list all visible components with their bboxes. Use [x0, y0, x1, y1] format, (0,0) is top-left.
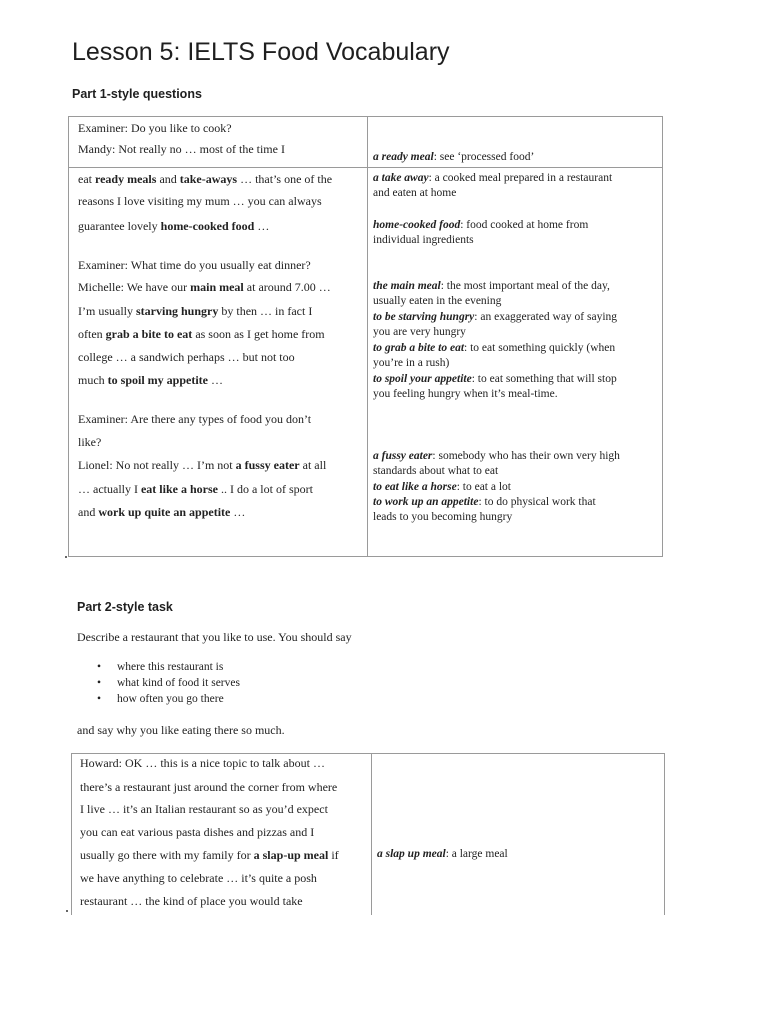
gloss-definition: : to eat something that will stop — [471, 373, 617, 385]
vocab-highlight: grab a bite to eat — [105, 327, 193, 341]
gloss-term-wrap — [373, 311, 474, 323]
gloss-term: the main meal — [373, 280, 441, 292]
line-text: reasons I love visiting my mum … you can always — [78, 194, 322, 208]
gloss-definition: usually eaten in the evening — [373, 295, 502, 307]
part1-gloss-line — [373, 311, 617, 324]
part1-dialogue-line — [78, 304, 312, 318]
part2-table-right-border — [664, 753, 665, 915]
part1-gloss-line — [373, 357, 449, 370]
part1-dialogue-line — [78, 258, 311, 272]
line-text: Examiner: Are there any types of food you don’t — [78, 412, 312, 426]
line-text: guarantee lovely — [78, 219, 161, 233]
vocab-highlight: to spoil my appetite — [107, 373, 209, 387]
line-text: often — [78, 327, 106, 341]
gloss-term: to work up an appetite — [373, 496, 479, 508]
gloss-term-wrap — [373, 172, 429, 184]
line-text: at all — [299, 458, 327, 472]
part2-dialogue-line — [80, 802, 328, 816]
part1-dialogue-line — [78, 373, 223, 387]
gloss-definition: : to do physical work that — [478, 496, 596, 508]
part1-dialogue-line — [78, 458, 326, 472]
line-text: Michelle: We have our — [78, 280, 191, 294]
line-text: eat — [78, 172, 95, 186]
gloss-definition: you’re in a rush) — [373, 357, 450, 369]
part1-dialogue-line — [78, 194, 322, 208]
line-text: … — [254, 219, 270, 233]
vocab-highlight: main meal — [190, 280, 244, 294]
gloss-term-wrap — [373, 219, 460, 231]
bullet-text: how often you go there — [117, 693, 224, 705]
part1-row1-gloss — [373, 151, 534, 164]
gloss-term-wrap — [373, 342, 464, 354]
bullet-dot: • — [97, 677, 102, 689]
margin-mark — [65, 556, 67, 558]
line-text: as soon as I get home from — [192, 327, 325, 341]
part2-table-left-border — [71, 753, 72, 915]
gloss-definition: leads to you becoming hungry — [373, 511, 513, 523]
part2-instructions: Describe a restaurant that you like to use. You should say — [77, 630, 352, 644]
part2-dialogue-line — [80, 871, 317, 885]
gloss-term-wrap — [373, 373, 472, 385]
line-text: and — [78, 505, 99, 519]
line-text: usually go there with my family for — [80, 848, 254, 862]
gloss-definition: : a cooked meal prepared in a restaurant — [428, 172, 613, 184]
part1-row-divider — [68, 167, 663, 168]
vocab-highlight: work up quite an appetite — [98, 505, 231, 519]
line-text: … — [208, 373, 224, 387]
gloss-definition: : to eat a lot — [456, 481, 511, 493]
part1-dialogue-line — [78, 435, 101, 449]
part1-gloss-line — [373, 326, 466, 339]
gloss-definition: : a large meal — [445, 848, 508, 860]
vocab-highlight: take-aways — [179, 172, 238, 186]
line-text: there’s a restaurant just around the corner from where — [80, 780, 338, 794]
part1-row1-line: Mandy: Not really no … most of the time I — [78, 142, 285, 156]
bullet-dot: • — [97, 661, 102, 673]
gloss-definition: : somebody who has their own very high — [432, 450, 620, 462]
part2-gloss — [377, 848, 508, 861]
gloss-term-wrap — [373, 481, 457, 493]
line-text: you can eat various pasta dishes and pizzas and I — [80, 825, 315, 839]
part2-dialogue-line — [80, 894, 303, 908]
part2-heading: Part 2-style task — [77, 600, 173, 614]
line-text: and — [156, 172, 180, 186]
gloss-term: to be starving hungry — [373, 311, 475, 323]
part2-table-top-border — [71, 753, 665, 754]
line-text: much — [78, 373, 108, 387]
part1-dialogue-line — [78, 219, 269, 233]
line-text: .. I do a lot of sport — [217, 482, 313, 496]
line-text: we have anything to celebrate … it’s quite a posh — [80, 871, 317, 885]
gloss-term: a fussy eater — [373, 450, 433, 462]
gloss-definition: you are very hungry — [373, 326, 466, 338]
part1-gloss-line — [373, 373, 617, 386]
gloss-definition: standards about what to eat — [373, 465, 499, 477]
part1-gloss-line — [373, 187, 456, 200]
gloss-definition: : an exaggerated way of saying — [474, 311, 618, 323]
gloss-definition: : the most important meal of the day, — [440, 280, 610, 292]
part1-heading: Part 1-style questions — [72, 87, 202, 101]
line-text: by then … in fact I — [218, 304, 313, 318]
vocab-highlight: starving hungry — [136, 304, 219, 318]
line-text: like? — [78, 435, 102, 449]
gloss-definition: : food cooked at home from — [460, 219, 589, 231]
part1-gloss-line — [373, 295, 501, 308]
gloss-definition: individual ingredients — [373, 234, 474, 246]
line-text: … that’s one of the — [237, 172, 333, 186]
part2-dialogue-line — [80, 756, 325, 770]
line-text: … — [230, 505, 246, 519]
part1-gloss-line — [373, 496, 596, 509]
part1-dialogue-line — [78, 327, 325, 341]
part1-gloss-line — [373, 450, 620, 463]
vocab-highlight: ready meals — [95, 172, 157, 186]
line-text: college … a sandwich perhaps … but not too — [78, 350, 295, 364]
part2-closing-instruction: and say why you like eating there so much. — [77, 723, 285, 737]
gloss-term: to eat like a horse — [373, 481, 457, 493]
part1-gloss-line — [373, 219, 588, 232]
part1-gloss-line — [373, 388, 558, 401]
gloss-term: a take away — [373, 172, 429, 184]
part1-gloss-line — [373, 465, 498, 478]
part1-gloss-line — [373, 342, 615, 355]
gloss-term: to grab a bite to eat — [373, 342, 465, 354]
bullet-text: what kind of food it serves — [117, 677, 240, 689]
part1-dialogue-line — [78, 280, 331, 294]
part1-row1-line: Examiner: Do you like to cook? — [78, 121, 232, 135]
part2-dialogue-line — [80, 848, 339, 862]
bullet-text: where this restaurant is — [117, 661, 224, 673]
part1-column-divider — [367, 116, 368, 557]
gloss-definition: : see ‘processed food’ — [433, 151, 535, 163]
line-text: … actually I — [78, 482, 141, 496]
part2-dialogue-line — [80, 780, 337, 794]
bullet-dot: • — [97, 693, 102, 705]
vocab-highlight: eat like a horse — [140, 482, 218, 496]
page-title: Lesson 5: IELTS Food Vocabulary — [72, 38, 450, 66]
line-text: at around 7.00 … — [243, 280, 331, 294]
gloss-definition: you feeling hungry when it’s meal-time. — [373, 388, 558, 400]
part2-column-divider — [371, 753, 372, 915]
part1-gloss-line — [373, 481, 511, 494]
part2-dialogue-line — [80, 825, 314, 839]
part1-dialogue-line — [78, 350, 295, 364]
line-text: restaurant … the kind of place you would take — [80, 894, 303, 908]
vocab-highlight: a fussy eater — [235, 458, 300, 472]
line-text: if — [328, 848, 339, 862]
gloss-term: home-cooked food — [373, 219, 461, 231]
gloss-term-wrap — [373, 280, 441, 292]
part1-gloss-line — [373, 280, 610, 293]
line-text: Examiner: What time do you usually eat dinner? — [78, 258, 311, 272]
margin-mark — [66, 910, 68, 912]
line-text: Howard: OK … this is a nice topic to talk about … — [80, 756, 325, 770]
part1-dialogue-line — [78, 412, 311, 426]
part1-dialogue-line — [78, 482, 313, 496]
part1-dialogue-line — [78, 505, 245, 519]
part1-gloss-line — [373, 234, 474, 247]
line-text: I live … it’s an Italian restaurant so as you’d expect — [80, 802, 328, 816]
line-text: Lionel: No not really … I’m not — [78, 458, 236, 472]
part1-gloss-line — [373, 511, 512, 524]
gloss-term: a ready meal — [373, 151, 434, 163]
gloss-definition: and eaten at home — [373, 187, 457, 199]
gloss-term: a slap up meal — [377, 848, 446, 860]
gloss-term: to spoil your appetite — [373, 373, 472, 385]
part1-gloss-line — [373, 172, 612, 185]
vocab-highlight: a slap-up meal — [253, 848, 329, 862]
part1-dialogue-line — [78, 172, 332, 186]
gloss-term-wrap — [373, 496, 478, 508]
gloss-term-wrap — [373, 450, 432, 462]
vocab-highlight: home-cooked food — [160, 219, 255, 233]
gloss-definition: : to eat something quickly (when — [464, 342, 616, 354]
line-text: I’m usually — [78, 304, 136, 318]
